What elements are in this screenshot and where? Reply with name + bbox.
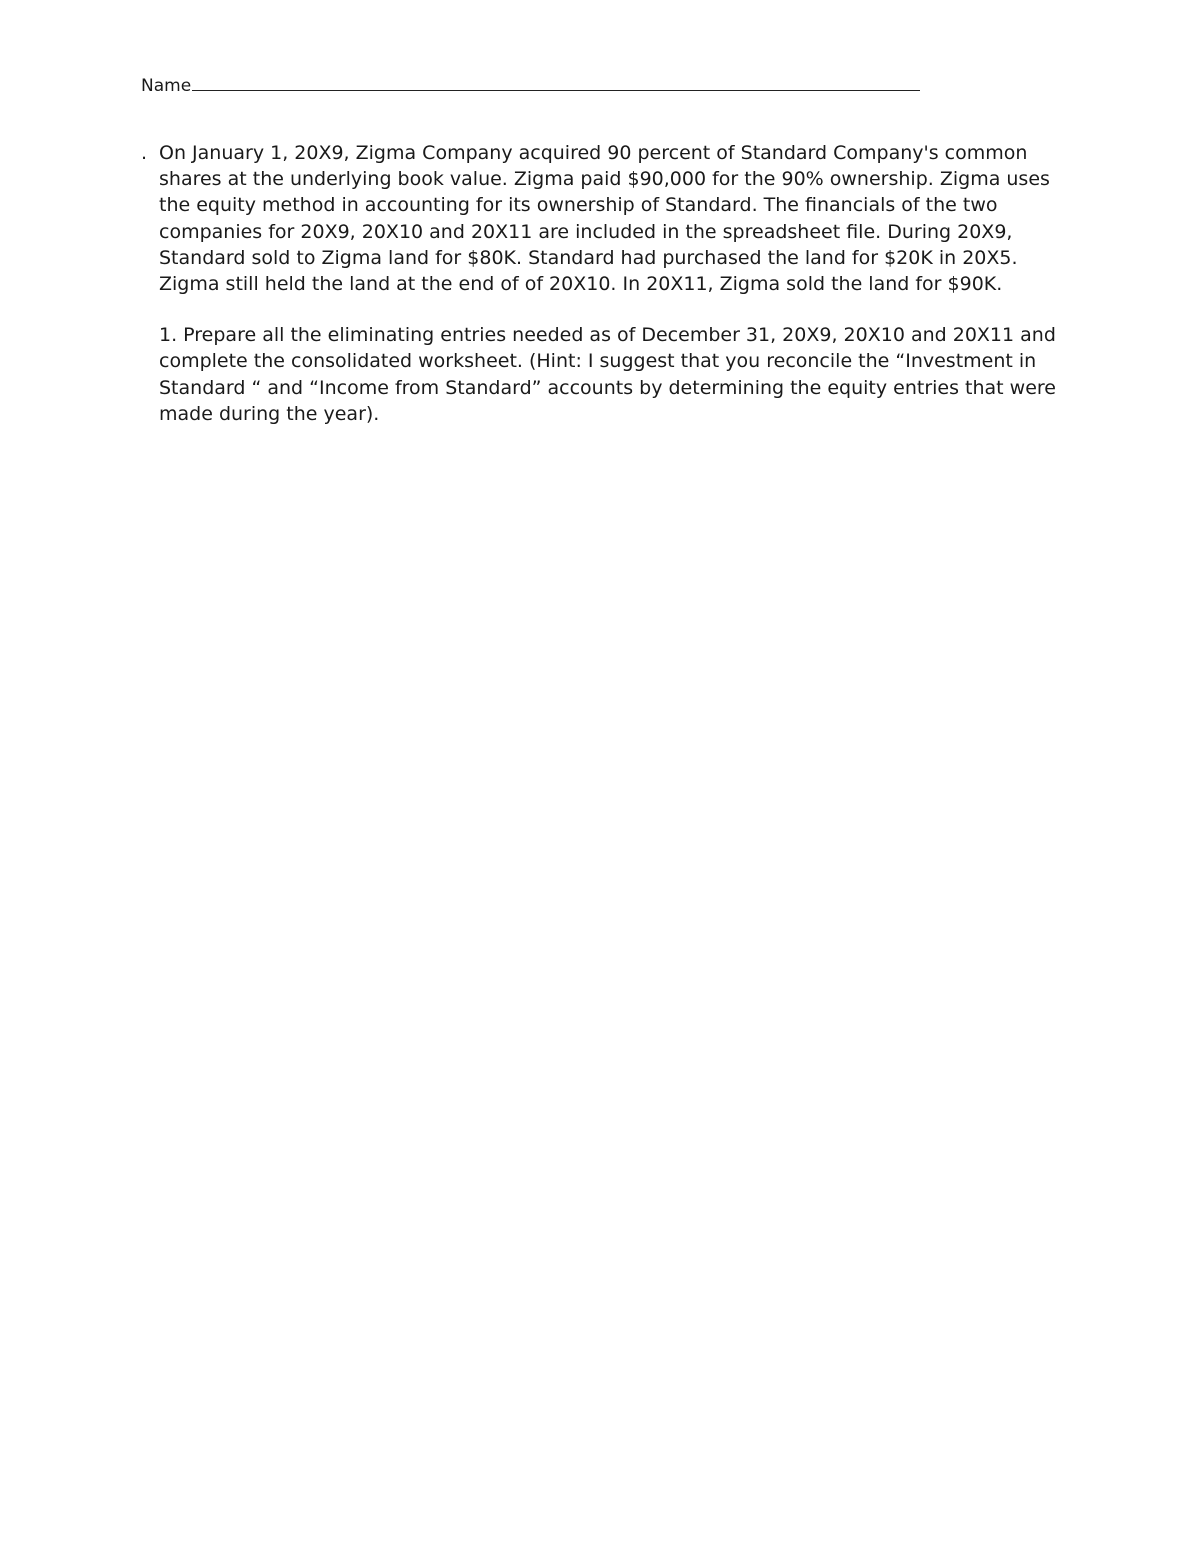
question-marker: .	[141, 142, 148, 164]
question-scenario-paragraph: On January 1, 20X9, Zigma Company acquired 90 percent of Standard Company's common shares at the underlying book value. Zigma paid $90,000 for the 90% ownership. Zigma uses the equity method in accounting for its ownership of Standard. The financials of the two companies for 20X9, 20X10 and 20X11 are included in the spreadsheet file. During 20X9, Standard sold to Zigma land for $80K. Standard had purchased the land for $20K in 20X5. Zigma still held the land at the end of of 20X10. In 20X11, Zigma sold the land for $90K.	[159, 142, 1050, 296]
name-label: Name	[141, 76, 192, 96]
name-blank-line	[192, 76, 920, 91]
question-task-paragraph: 1. Prepare all the eliminating entries needed as of December 31, 20X9, 20X10 and 20X11 and complete the consolidated worksheet. (Hint: I suggest that you reconcile the “Investment in Standard “ and “Income from Standard” accounts by determining the equity entries that were made during the year).	[159, 324, 1056, 425]
question-body	[159, 140, 1071, 427]
name-field	[141, 75, 920, 97]
question-block	[141, 140, 1071, 427]
